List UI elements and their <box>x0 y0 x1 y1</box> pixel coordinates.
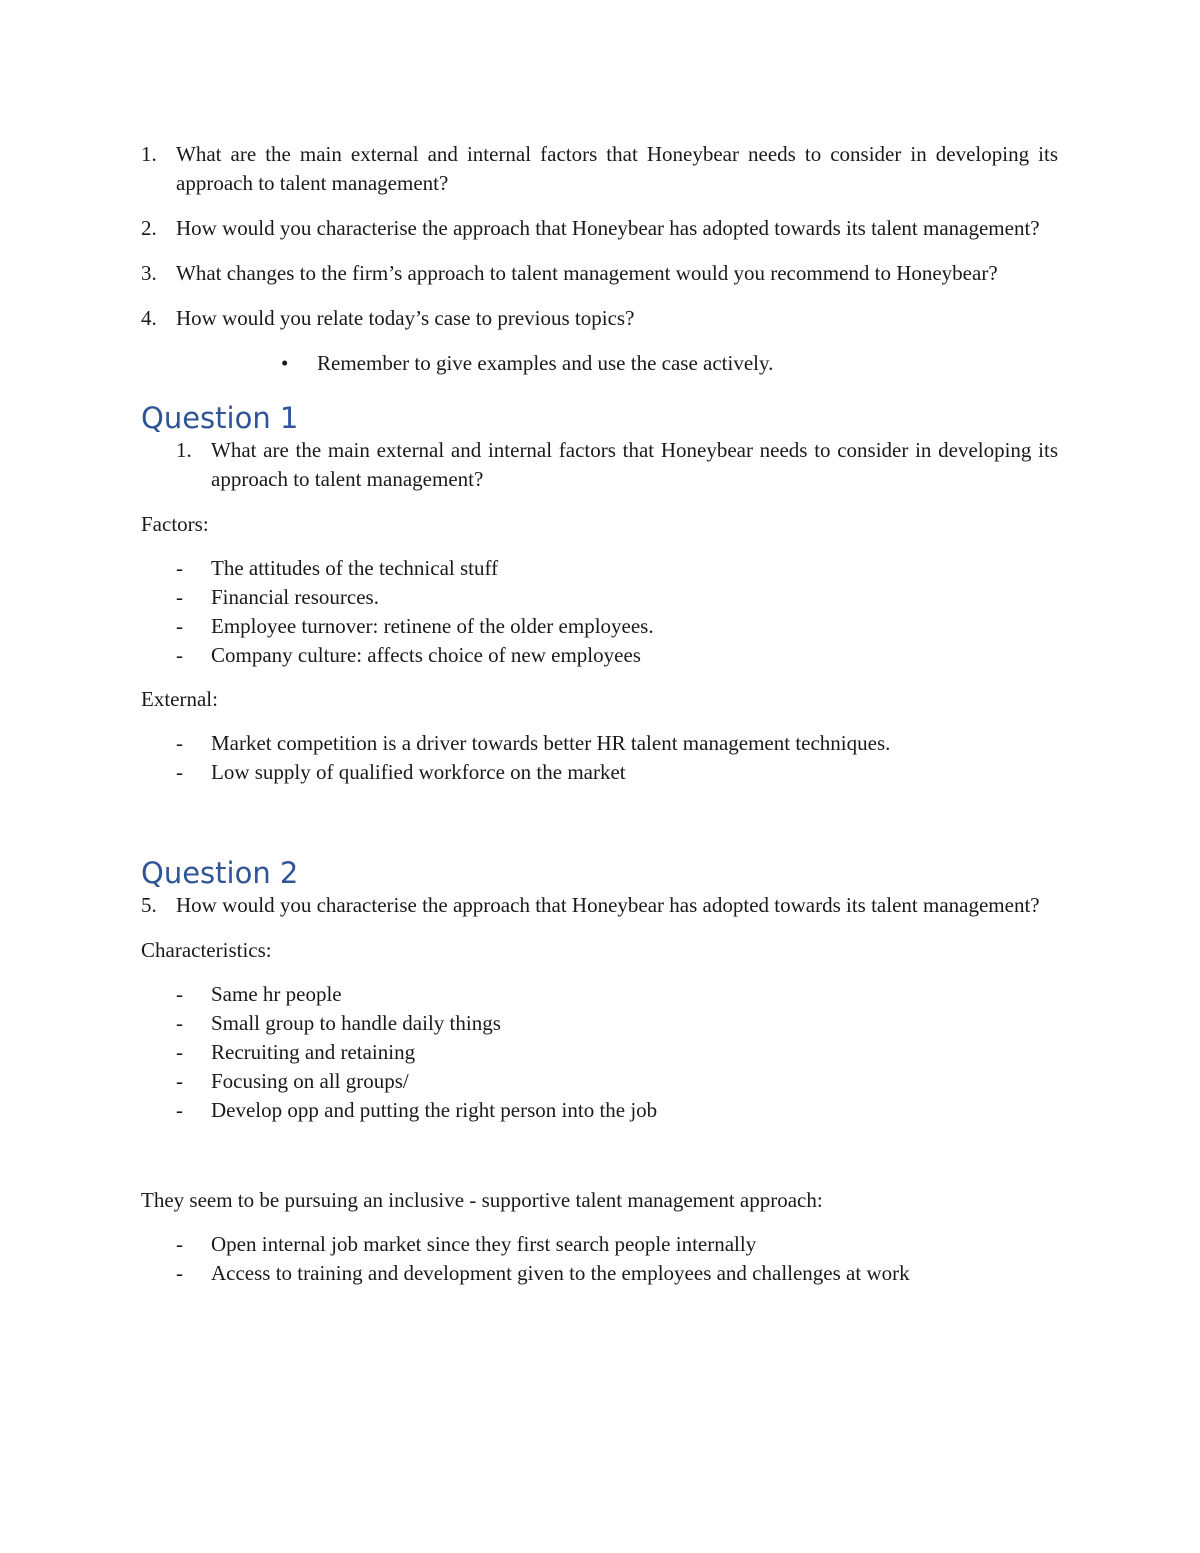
intro-question-item <box>141 140 1058 198</box>
list-number: 2. <box>141 216 157 240</box>
list-text: What changes to the firm’s approach to talent management would you recommend to Honeybear? <box>176 261 998 285</box>
list-item-text: Small group to handle daily things <box>211 1011 501 1035</box>
list-number: 4. <box>141 306 157 330</box>
list-text: How would you characterise the approach that Honeybear has adopted towards its talent management? <box>176 893 1040 917</box>
list-number: 5. <box>141 893 157 917</box>
list-item-text: Open internal job market since they first search people internally <box>211 1232 757 1256</box>
dash-marker: - <box>176 1011 183 1035</box>
document-body <box>141 140 1058 1288</box>
dash-marker: - <box>176 1232 183 1256</box>
intro-question-item <box>141 259 1058 288</box>
intro-question-item <box>141 214 1058 243</box>
question-2-item <box>141 891 1058 920</box>
dash-marker: - <box>176 643 183 667</box>
list-item <box>141 980 1058 1009</box>
list-item-text: Financial resources. <box>211 585 379 609</box>
dash-marker: - <box>176 1261 183 1285</box>
list-text: What are the main external and internal factors that Honeybear needs to consider in developing its approach to talent management? <box>211 438 1058 491</box>
reminder-note <box>141 349 1058 378</box>
list-item-text: Develop opp and putting the right person into the job <box>211 1098 658 1122</box>
list-item <box>141 1230 1058 1259</box>
external-label: External: <box>141 687 218 711</box>
list-item <box>141 1009 1058 1038</box>
external-list <box>141 729 1058 787</box>
reminder-text: Remember to give examples and use the case actively. <box>317 351 774 375</box>
list-item <box>141 729 1058 758</box>
list-item <box>141 583 1058 612</box>
dash-marker: - <box>176 982 183 1006</box>
question-2-heading: Question 2 <box>141 856 299 890</box>
bullet-icon: • <box>281 351 289 375</box>
list-item-text: Market competition is a driver towards better HR talent management techniques. <box>211 731 891 755</box>
list-item <box>141 641 1058 670</box>
list-item-text: The attitudes of the technical stuff <box>211 556 499 580</box>
intro-question-item <box>141 304 1058 333</box>
list-number: 3. <box>141 261 157 285</box>
dash-marker: - <box>176 556 183 580</box>
list-item-text: Recruiting and retaining <box>211 1040 416 1064</box>
list-text: What are the main external and internal factors that Honeybear needs to consider in developing its approach to talent management? <box>176 142 1058 195</box>
dash-marker: - <box>176 731 183 755</box>
dash-marker: - <box>176 1098 183 1122</box>
factors-list <box>141 554 1058 670</box>
list-item-text: Company culture: affects choice of new employees <box>211 643 641 667</box>
list-item <box>141 554 1058 583</box>
list-item-text: Low supply of qualified workforce on the market <box>211 760 626 784</box>
list-item-text: Same hr people <box>211 982 342 1006</box>
list-item <box>141 758 1058 787</box>
list-item <box>141 1038 1058 1067</box>
question-1-heading: Question 1 <box>141 401 299 435</box>
list-item <box>141 1096 1058 1125</box>
list-number: 1. <box>176 438 192 462</box>
list-item <box>141 1067 1058 1096</box>
intro-question-list <box>141 140 1058 333</box>
characteristics-label: Characteristics: <box>141 938 272 962</box>
list-item-text: Focusing on all groups/ <box>211 1069 409 1093</box>
dash-marker: - <box>176 614 183 638</box>
approach-summary: They seem to be pursuing an inclusive - supportive talent management approach: <box>141 1188 823 1212</box>
list-text: How would you characterise the approach that Honeybear has adopted towards its talent management? <box>176 216 1040 240</box>
dash-marker: - <box>176 760 183 784</box>
approach-points-list <box>141 1230 1058 1288</box>
list-item <box>141 612 1058 641</box>
list-item <box>141 1259 1058 1288</box>
question-1-item <box>141 436 1058 494</box>
dash-marker: - <box>176 1069 183 1093</box>
list-number: 1. <box>141 142 157 166</box>
dash-marker: - <box>176 1040 183 1064</box>
factors-label: Factors: <box>141 512 209 536</box>
list-item-text: Access to training and development given to the employees and challenges at work <box>211 1261 910 1285</box>
list-item-text: Employee turnover: retinene of the older employees. <box>211 614 654 638</box>
characteristics-list <box>141 980 1058 1125</box>
list-text: How would you relate today’s case to previous topics? <box>176 306 635 330</box>
dash-marker: - <box>176 585 183 609</box>
